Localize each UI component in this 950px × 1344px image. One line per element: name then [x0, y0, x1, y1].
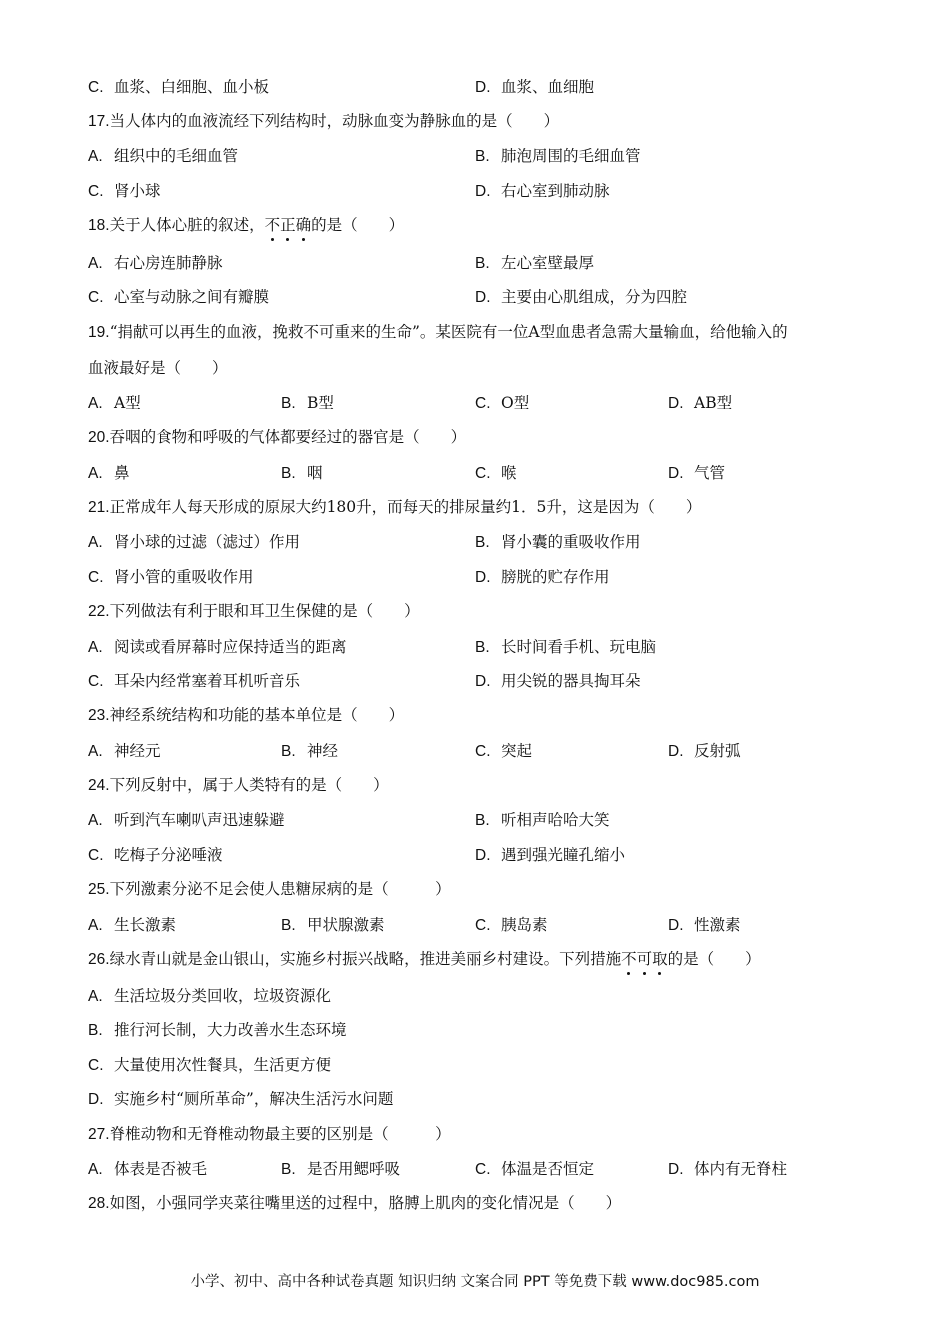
q22-option-b: B. 长时间看手机、玩电脑 — [475, 638, 657, 656]
q19-stem-continued: 血液最好是（ ） — [88, 359, 228, 377]
q28-stem: 28.如图，小强同学夹菜往嘴里送的过程中，胳膊上肌肉的变化情况是（ ） — [88, 1194, 622, 1212]
q21-stem: 21.正常成年人每天形成的原尿大约180升，而每天的排尿量约1．5升，这是因为（ ） — [88, 498, 702, 516]
q21-option-c: C. 肾小管的重吸收作用 — [88, 568, 254, 586]
q20-option-a: A. 鼻 — [88, 464, 130, 482]
q26-option-b: B. 推行河长制，大力改善水生态环境 — [88, 1021, 347, 1039]
q25-option-b: B. 甲状腺激素 — [281, 916, 385, 934]
q25-option-c: C. 胰岛素 — [475, 916, 548, 934]
q23-option-d: D. 反射弧 — [668, 742, 741, 760]
q19-option-d: D. AB型 — [668, 394, 733, 412]
q24-option-c: C. 吃梅子分泌唾液 — [88, 846, 223, 864]
q22-option-c: C. 耳朵内经常塞着耳机听音乐 — [88, 672, 301, 690]
q17-stem: 17.当人体内的血液流经下列结构时，动脉血变为静脉血的是（ ） — [88, 112, 560, 130]
q23-stem: 23.神经系统结构和功能的基本单位是（ ） — [88, 706, 405, 724]
q21-option-b: B. 肾小囊的重吸收作用 — [475, 533, 641, 551]
q20-stem: 20.吞咽的食物和呼吸的气体都要经过的器官是（ ） — [88, 428, 467, 446]
q25-option-a: A. 生长激素 — [88, 916, 177, 934]
page-footer: 小学、初中、高中各种试卷真题 知识归纳 文案合同 PPT 等免费下载 www.doc985.com — [190, 1274, 760, 1290]
q18-stem: 18.关于人体心脏的叙述，不正确的是（ ） — [88, 216, 405, 234]
q24-option-d: D. 遇到强光瞳孔缩小 — [475, 846, 626, 864]
q20-option-b: B. 咽 — [281, 464, 323, 482]
q25-option-d: D. 性激素 — [668, 916, 741, 934]
q27-stem: 27.脊椎动物和无脊椎动物最主要的区别是（ ） — [88, 1125, 451, 1143]
q22-stem: 22.下列做法有利于眼和耳卫生保健的是（ ） — [88, 602, 420, 620]
q24-option-b: B. 听相声哈哈大笑 — [475, 811, 610, 829]
q21-option-a: A. 肾小球的过滤（滤过）作用 — [88, 533, 301, 551]
q19-stem: 19.“捐献可以再生的血液，挽救不可重来的生命”。某医院有一位A型血患者急需大量输血，给他输入的 — [88, 323, 788, 341]
q26-option-c: C. 大量使用次性餐具，生活更方便 — [88, 1056, 332, 1074]
q17-option-b: B. 肺泡周围的毛细血管 — [475, 147, 641, 165]
q26-stem: 26.绿水青山就是金山银山，实施乡村振兴战略，推进美丽乡村建设。下列措施不可取的是（ ） — [88, 950, 761, 968]
q18-option-d: D. 主要由心肌组成，分为四腔 — [475, 288, 688, 306]
q20-option-d: D. 气管 — [668, 464, 726, 482]
q24-option-a: A. 听到汽车喇叭声迅速躲避 — [88, 811, 285, 829]
q22-option-d: D. 用尖锐的器具掏耳朵 — [475, 672, 641, 690]
q27-option-b: B. 是否用鳃呼吸 — [281, 1160, 401, 1178]
q21-option-d: D. 膀胱的贮存作用 — [475, 568, 610, 586]
q27-option-d: D. 体内有无脊柱 — [668, 1160, 788, 1178]
q23-option-c: C. 突起 — [475, 742, 533, 760]
q26-option-a: A. 生活垃圾分类回收，垃圾资源化 — [88, 987, 332, 1005]
q18-option-b: B. 左心室壁最厚 — [475, 254, 595, 272]
q26-option-d: D. 实施乡村“厕所革命”，解决生活污水问题 — [88, 1090, 394, 1108]
q20-option-c: C. 喉 — [475, 464, 517, 482]
q23-option-a: A. 神经元 — [88, 742, 161, 760]
q17-option-d: D. 右心室到肺动脉 — [475, 182, 610, 200]
q27-option-c: C. 体温是否恒定 — [475, 1160, 595, 1178]
q25-stem: 25.下列激素分泌不足会使人患糖尿病的是（ ） — [88, 880, 451, 898]
q27-option-a: A. 体表是否被毛 — [88, 1160, 208, 1178]
q19-option-c: C. O型 — [475, 394, 530, 412]
q18-option-a: A. 右心房连肺静脉 — [88, 254, 223, 272]
q24-stem: 24.下列反射中，属于人类特有的是（ ） — [88, 776, 389, 794]
q19-option-b: B. B型 — [281, 394, 334, 412]
q18-option-c: C. 心室与动脉之间有瓣膜 — [88, 288, 270, 306]
q19-option-a: A. A型 — [88, 394, 141, 412]
q17-option-c: C. 肾小球 — [88, 182, 161, 200]
q17-option-a: A. 组织中的毛细血管 — [88, 147, 239, 165]
q22-option-a: A. 阅读或看屏幕时应保持适当的距离 — [88, 638, 347, 656]
q16-option-d: D. 血浆、血细胞 — [475, 78, 595, 96]
q23-option-b: B. 神经 — [281, 742, 339, 760]
q16-option-c: C. 血浆、白细胞、血小板 — [88, 78, 270, 96]
